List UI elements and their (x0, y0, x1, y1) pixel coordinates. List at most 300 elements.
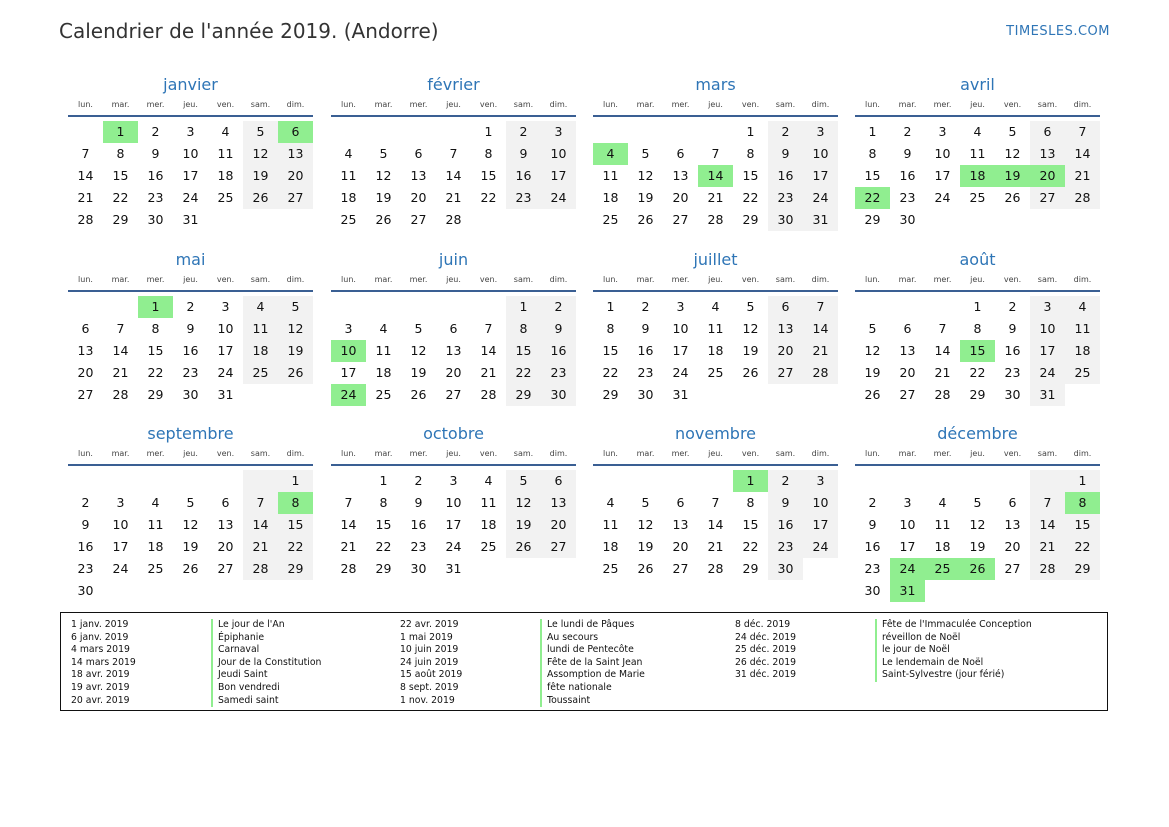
day-cell: 24 (1030, 362, 1065, 384)
weekday-label: mer. (671, 100, 690, 109)
day-cell: 30 (1004, 387, 1021, 402)
month-name: novembre (674, 424, 757, 443)
day-cell: 12 (278, 318, 313, 340)
day-cell: 24 (445, 539, 462, 554)
day-cell: 28 (934, 387, 951, 402)
day-cell: 19 (506, 514, 541, 536)
weekday-header (68, 98, 313, 117)
holiday-legend (60, 612, 1108, 711)
day-cell: 18 (934, 539, 951, 554)
weekday-label: mer. (671, 449, 690, 458)
day-cell: 2 (186, 299, 195, 314)
day-cell: 16 (541, 340, 576, 362)
day-cell-empty (628, 470, 663, 492)
day-cell: 23 (899, 190, 916, 205)
day-cell: 27 (410, 212, 427, 227)
day-cell: 17 (672, 343, 689, 358)
legend-date: 31 déc. 2019 (735, 669, 797, 681)
day-cell: 17 (182, 168, 199, 183)
day-cell: 3 (116, 495, 125, 510)
day-cell-empty (663, 470, 698, 492)
legend-date: 1 janv. 2019 (71, 619, 129, 630)
day-cell: 16 (637, 343, 654, 358)
day-cell: 21 (480, 365, 497, 380)
day-cell: 25 (375, 387, 392, 402)
weekday-label: sam. (775, 100, 796, 109)
month-block (331, 72, 576, 231)
weekday-label: jeu. (183, 275, 198, 284)
day-cell: 26 (637, 212, 654, 227)
weekday-label: ven. (741, 100, 760, 109)
day-cell-empty (436, 296, 471, 318)
legend-holiday-name: Assomption de Marie (540, 669, 645, 682)
day-cell: 30 (77, 583, 94, 598)
day-cell: 9 (768, 143, 803, 165)
day-cell: 17 (1030, 340, 1065, 362)
legend-holiday-name: le jour de Noël (875, 644, 1032, 657)
weekday-label: sam. (250, 449, 271, 458)
day-cell: 31 (1030, 384, 1065, 406)
weekday-label: lun. (603, 449, 618, 458)
legend-name-column (875, 619, 1032, 682)
weekday-label: lun. (603, 100, 618, 109)
day-cell: 11 (707, 321, 724, 336)
month-name: mai (175, 250, 206, 269)
day-cell-holiday: 31 (890, 580, 925, 602)
day-cell: 4 (973, 124, 982, 139)
day-cell: 8 (746, 495, 755, 510)
day-cell: 12 (864, 343, 881, 358)
legend-holiday-name: lundi de Pentecôte (540, 644, 645, 657)
weekday-label: dim. (1073, 275, 1092, 284)
day-cell: 27 (217, 561, 234, 576)
holiday-legend-body (71, 619, 1101, 706)
day-cell: 30 (541, 384, 576, 406)
day-cell: 1 (606, 299, 615, 314)
day-cell: 31 (182, 212, 199, 227)
day-cell-empty (103, 470, 138, 492)
day-cell: 21 (112, 365, 129, 380)
day-cell: 15 (1065, 514, 1100, 536)
day-cell: 28 (77, 212, 94, 227)
day-cell: 1 (506, 296, 541, 318)
day-cell: 26 (864, 387, 881, 402)
day-cell: 22 (147, 365, 164, 380)
day-cell: 26 (278, 362, 313, 384)
day-cell: 8 (506, 318, 541, 340)
day-cell-empty (401, 121, 436, 143)
weekday-label: ven. (216, 100, 235, 109)
day-cell: 24 (672, 365, 689, 380)
day-cell: 23 (410, 539, 427, 554)
weekday-label: jeu. (708, 275, 723, 284)
day-cell: 21 (340, 539, 357, 554)
legend-date: 1 nov. 2019 (400, 694, 455, 706)
weekday-label: lun. (341, 275, 356, 284)
day-cell: 10 (217, 321, 234, 336)
legend-holiday-name: Saint-Sylvestre (jour férié) (875, 669, 1032, 682)
month-block (331, 247, 576, 406)
day-cell: 14 (340, 517, 357, 532)
day-cell-empty (331, 470, 366, 492)
day-cell: 27 (899, 387, 916, 402)
day-cell: 21 (707, 190, 724, 205)
month-name: septembre (147, 424, 234, 443)
legend-date: 8 déc. 2019 (735, 619, 791, 630)
day-cell: 29 (112, 212, 129, 227)
day-cell: 25 (217, 190, 234, 205)
day-cell: 20 (77, 365, 94, 380)
day-cell: 5 (1008, 124, 1017, 139)
weekday-label: mer. (146, 100, 165, 109)
day-cell: 16 (1004, 343, 1021, 358)
month-name: juin (438, 250, 469, 269)
brand-link[interactable]: TIMESLES.COM (1006, 24, 1110, 39)
day-cell-holiday: 4 (593, 143, 628, 165)
day-cell: 19 (243, 165, 278, 187)
legend-date: 19 avr. 2019 (71, 681, 130, 693)
day-cell: 27 (768, 362, 803, 384)
day-cell-holiday: 20 (1030, 165, 1065, 187)
day-cell-empty (68, 121, 103, 143)
weekday-label: mer. (933, 275, 952, 284)
day-cell: 26 (182, 561, 199, 576)
legend-name-column (211, 619, 321, 707)
day-cell: 10 (1030, 318, 1065, 340)
day-cell: 26 (506, 536, 541, 558)
day-cell: 24 (803, 536, 838, 558)
day-cell: 25 (243, 362, 278, 384)
day-cell: 20 (541, 514, 576, 536)
day-cell-empty (890, 470, 925, 492)
day-cell: 13 (672, 168, 689, 183)
day-cell: 13 (768, 318, 803, 340)
weekday-label: dim. (1073, 449, 1092, 458)
day-cell: 4 (243, 296, 278, 318)
month-name: octobre (423, 424, 484, 443)
day-cell: 11 (1065, 318, 1100, 340)
weekday-label: mar. (374, 449, 393, 458)
day-cell: 13 (410, 168, 427, 183)
day-cell: 7 (1065, 121, 1100, 143)
month-name: avril (960, 75, 995, 94)
day-cell: 13 (217, 517, 234, 532)
day-cell: 18 (147, 539, 164, 554)
day-cell: 5 (243, 121, 278, 143)
day-cell: 18 (480, 517, 497, 532)
day-cell: 18 (602, 539, 619, 554)
legend-date: 10 juin 2019 (400, 644, 459, 656)
day-cell: 9 (541, 318, 576, 340)
month-name: février (427, 75, 480, 94)
legend-holiday-name: Jour de la Constitution (211, 657, 321, 670)
day-cell: 8 (746, 146, 755, 161)
weekday-header (593, 447, 838, 466)
weekday-label: mer. (933, 449, 952, 458)
day-cell: 4 (221, 124, 230, 139)
day-cell-empty (890, 296, 925, 318)
day-cell: 5 (641, 146, 650, 161)
month-block (855, 247, 1100, 406)
day-cell: 10 (672, 321, 689, 336)
weekday-label: dim. (286, 449, 305, 458)
day-cell: 26 (742, 365, 759, 380)
day-cell: 25 (1065, 362, 1100, 384)
legend-date-column (735, 619, 796, 682)
day-cell: 10 (899, 517, 916, 532)
weekday-label: mar. (374, 100, 393, 109)
legend-date: 6 janv. 2019 (71, 631, 129, 643)
day-cell: 5 (278, 296, 313, 318)
day-cell: 3 (903, 495, 912, 510)
weekday-label: lun. (603, 275, 618, 284)
legend-date: 14 mars 2019 (71, 656, 136, 668)
day-cell: 28 (1065, 187, 1100, 209)
day-cell: 17 (934, 168, 951, 183)
weekday-label: mar. (111, 100, 130, 109)
day-cell: 14 (1030, 514, 1065, 536)
legend-holiday-name: réveillon de Noël (875, 632, 1032, 645)
day-cell: 30 (637, 387, 654, 402)
day-cell: 4 (711, 299, 720, 314)
day-cell: 25 (707, 365, 724, 380)
day-cell: 5 (186, 495, 195, 510)
day-cell: 4 (938, 495, 947, 510)
legend-holiday-name: Carnaval (211, 644, 321, 657)
day-cell: 21 (77, 190, 94, 205)
day-cell: 21 (934, 365, 951, 380)
day-cell: 22 (506, 362, 541, 384)
day-cell: 19 (278, 340, 313, 362)
day-cell: 19 (864, 365, 881, 380)
day-cell: 5 (973, 495, 982, 510)
day-cell: 27 (445, 387, 462, 402)
day-cell: 27 (77, 387, 94, 402)
day-cell: 23 (506, 187, 541, 209)
weekday-label: ven. (1003, 100, 1022, 109)
day-cell: 17 (803, 514, 838, 536)
day-cell: 29 (147, 387, 164, 402)
day-cell-empty (855, 296, 890, 318)
day-cell: 7 (116, 321, 125, 336)
day-cell: 17 (445, 517, 462, 532)
day-cell-empty (698, 470, 733, 492)
day-cell: 14 (707, 517, 724, 532)
day-cell: 28 (707, 212, 724, 227)
weekday-header (593, 98, 838, 117)
day-cell: 11 (243, 318, 278, 340)
legend-date: 24 juin 2019 (400, 656, 459, 668)
day-grid (331, 470, 576, 580)
day-cell: 18 (707, 343, 724, 358)
day-cell: 14 (445, 168, 462, 183)
day-cell-empty (331, 296, 366, 318)
weekday-label: dim. (549, 449, 568, 458)
day-cell: 2 (903, 124, 912, 139)
day-cell: 1 (379, 473, 388, 488)
month-block (855, 421, 1100, 602)
day-cell: 3 (938, 124, 947, 139)
day-cell: 22 (278, 536, 313, 558)
day-cell-empty (925, 470, 960, 492)
weekday-label: jeu. (708, 449, 723, 458)
day-cell: 21 (1065, 165, 1100, 187)
day-cell: 13 (672, 517, 689, 532)
day-cell: 7 (449, 146, 458, 161)
legend-date-column (71, 619, 136, 707)
day-cell-holiday: 26 (960, 558, 995, 580)
weekday-label: mar. (111, 449, 130, 458)
day-cell: 30 (864, 583, 881, 598)
day-cell: 20 (445, 365, 462, 380)
legend-holiday-name: Le jour de l'An (211, 619, 321, 632)
weekday-label: mer. (409, 275, 428, 284)
day-cell-empty (960, 470, 995, 492)
day-cell: 30 (147, 212, 164, 227)
legend-date: 20 avr. 2019 (71, 694, 130, 706)
day-cell-empty (208, 470, 243, 492)
day-cell: 13 (899, 343, 916, 358)
day-cell: 10 (445, 495, 462, 510)
weekday-label: ven. (1003, 275, 1022, 284)
day-cell: 11 (217, 146, 234, 161)
day-cell: 29 (742, 212, 759, 227)
day-cell: 12 (182, 517, 199, 532)
day-cell: 10 (112, 517, 129, 532)
month-block (68, 247, 313, 406)
legend-date: 15 août 2019 (400, 669, 463, 681)
weekday-label: jeu. (446, 449, 461, 458)
day-grid (68, 121, 313, 231)
day-grid (855, 470, 1100, 602)
day-cell: 20 (672, 190, 689, 205)
day-cell: 18 (340, 190, 357, 205)
day-cell-holiday: 1 (733, 470, 768, 492)
day-cell: 16 (768, 165, 803, 187)
day-cell-holiday: 6 (278, 121, 313, 143)
day-cell: 15 (742, 168, 759, 183)
day-cell: 15 (278, 514, 313, 536)
day-cell: 15 (147, 343, 164, 358)
day-cell-holiday: 19 (995, 165, 1030, 187)
day-cell: 2 (641, 299, 650, 314)
day-grid (68, 296, 313, 406)
day-cell: 22 (375, 539, 392, 554)
day-cell: 8 (379, 495, 388, 510)
month-name: décembre (937, 424, 1018, 443)
day-cell: 8 (116, 146, 125, 161)
day-cell: 13 (278, 143, 313, 165)
weekday-label: jeu. (446, 100, 461, 109)
day-cell: 9 (768, 492, 803, 514)
day-cell: 17 (541, 165, 576, 187)
day-cell: 11 (480, 495, 497, 510)
weekday-label: jeu. (708, 100, 723, 109)
day-cell: 4 (151, 495, 160, 510)
weekday-label: mar. (636, 100, 655, 109)
day-cell-holiday: 22 (855, 187, 890, 209)
weekday-label: dim. (811, 449, 830, 458)
day-cell: 10 (541, 143, 576, 165)
day-cell: 17 (899, 539, 916, 554)
day-cell: 27 (1030, 187, 1065, 209)
day-cell: 26 (375, 212, 392, 227)
day-cell-empty (925, 296, 960, 318)
day-cell: 4 (1065, 296, 1100, 318)
day-cell: 29 (506, 384, 541, 406)
weekday-label: mar. (898, 449, 917, 458)
month-block (593, 421, 838, 580)
day-cell: 3 (186, 124, 195, 139)
day-cell: 19 (742, 343, 759, 358)
legend-date: 26 déc. 2019 (735, 656, 797, 668)
day-cell: 7 (1030, 492, 1065, 514)
day-cell: 15 (742, 517, 759, 532)
day-cell: 12 (410, 343, 427, 358)
weekday-label: sam. (1037, 100, 1058, 109)
day-cell-empty (243, 470, 278, 492)
weekday-label: jeu. (970, 275, 985, 284)
day-cell: 28 (803, 362, 838, 384)
day-cell: 22 (969, 365, 986, 380)
day-cell: 31 (803, 209, 838, 231)
weekday-label: mer. (146, 275, 165, 284)
day-cell: 21 (803, 340, 838, 362)
weekday-label: mer. (146, 449, 165, 458)
day-cell: 19 (182, 539, 199, 554)
day-cell-empty (436, 121, 471, 143)
day-cell: 14 (77, 168, 94, 183)
weekday-header (593, 273, 838, 292)
day-cell: 13 (77, 343, 94, 358)
day-cell-empty (628, 121, 663, 143)
day-cell: 4 (344, 146, 353, 161)
day-cell: 23 (541, 362, 576, 384)
day-cell: 1 (484, 124, 493, 139)
day-cell: 5 (506, 470, 541, 492)
weekday-header (331, 98, 576, 117)
day-cell-holiday: 1 (103, 121, 138, 143)
weekday-label: dim. (286, 100, 305, 109)
day-cell: 23 (182, 365, 199, 380)
day-cell: 20 (672, 539, 689, 554)
day-cell: 16 (899, 168, 916, 183)
day-cell: 7 (938, 321, 947, 336)
weekday-header (68, 447, 313, 466)
months-grid (68, 72, 1103, 607)
weekday-label: ven. (479, 275, 498, 284)
day-cell: 3 (803, 121, 838, 143)
page-title: Calendrier de l'année 2019. (Andorre) (59, 19, 439, 43)
day-cell: 13 (1030, 143, 1065, 165)
day-cell: 9 (151, 146, 160, 161)
legend-holiday-name: Bon vendredi (211, 682, 321, 695)
day-cell: 7 (484, 321, 493, 336)
day-cell: 14 (1065, 143, 1100, 165)
day-grid (593, 470, 838, 580)
day-cell: 30 (768, 558, 803, 580)
day-cell: 24 (803, 187, 838, 209)
day-cell: 23 (77, 561, 94, 576)
day-cell: 26 (1004, 190, 1021, 205)
day-cell: 9 (81, 517, 90, 532)
legend-date: 18 avr. 2019 (71, 669, 130, 681)
day-cell: 8 (868, 146, 877, 161)
weekday-label: dim. (811, 275, 830, 284)
weekday-label: sam. (513, 449, 534, 458)
weekday-label: sam. (1037, 275, 1058, 284)
day-cell: 31 (445, 561, 462, 576)
